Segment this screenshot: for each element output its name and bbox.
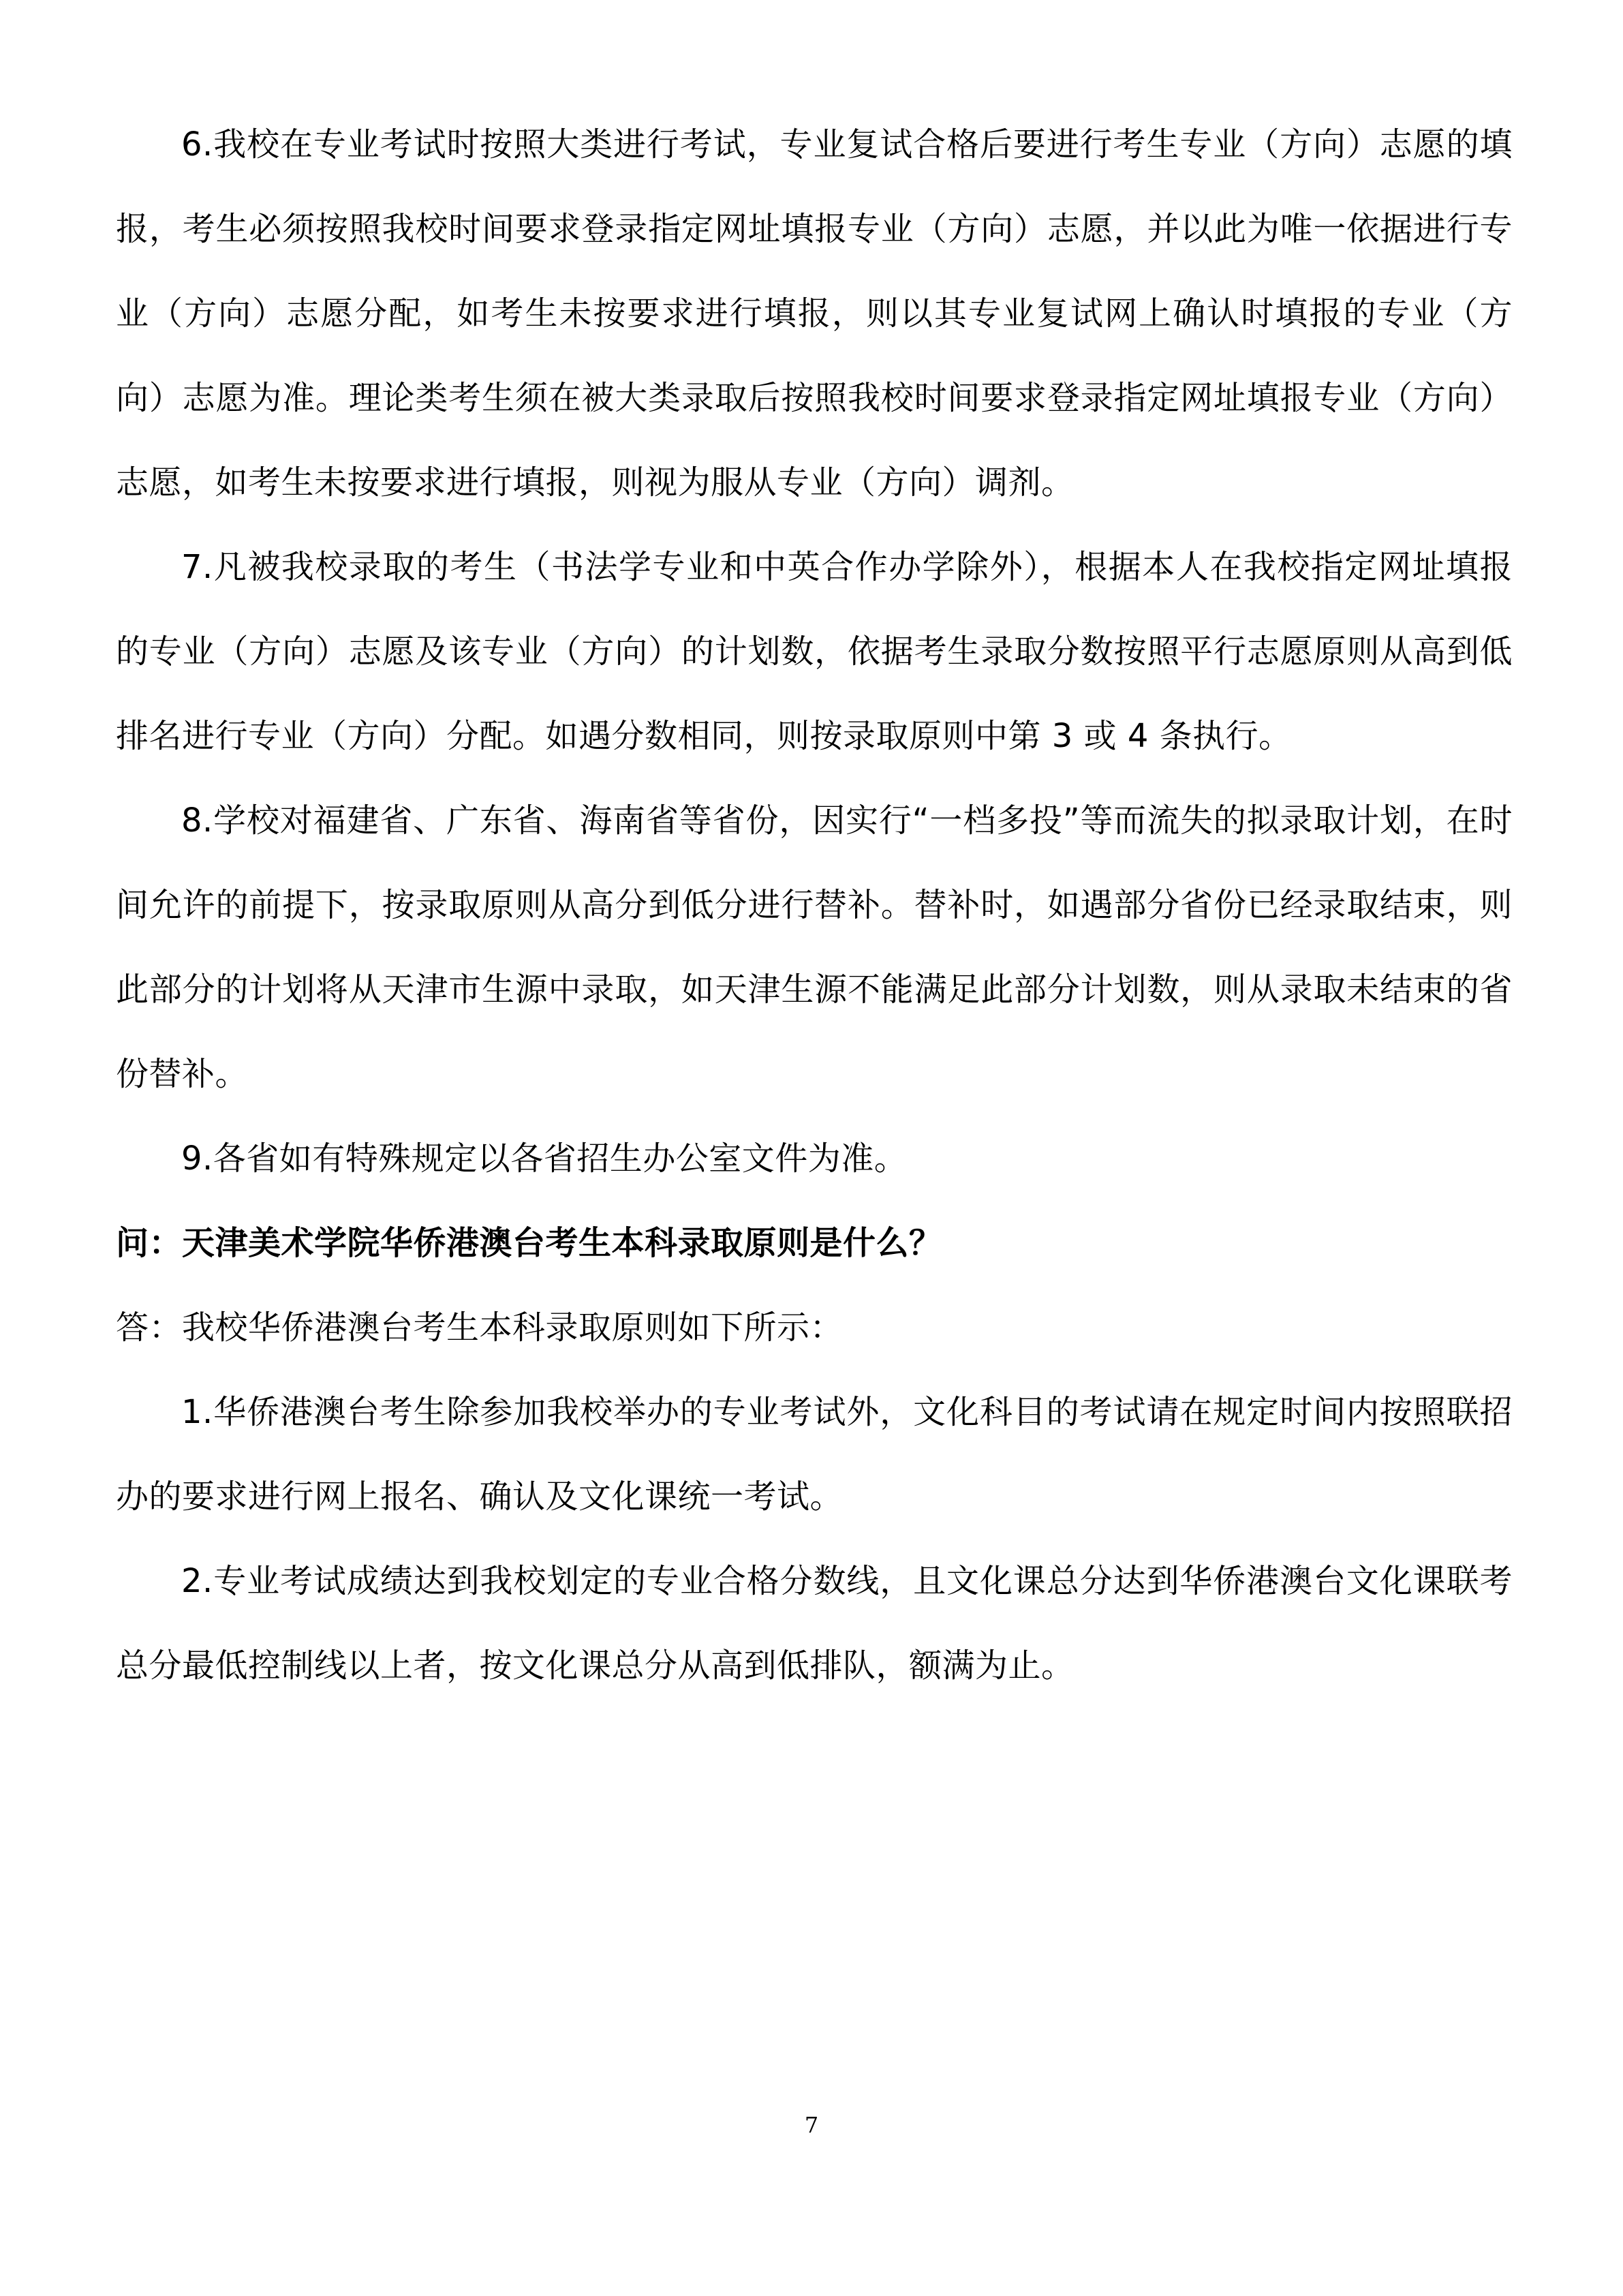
paragraph-item-8: 8.学校对福建省、广东省、海南省等省份，因实行“一档多投”等而流失的拟录取计划，在时间允许的前提下，按录取原则从高分到低分进行替补。替补时，如遇部分省份已经录取结束，则此部分的计划将从天津市生源中录取，如天津生源不能满足此部分计划数，则从录取未结束的省份替补。: [116, 801, 1513, 1093]
paragraph-item-6: 6.我校在专业考试时按照大类进行考试，专业复试合格后要进行考生专业（方向）志愿的填报，考生必须按照我校时间要求登录指定网址填报专业（方向）志愿，并以此为唯一依据进行专业（方向）志愿分配，如考生未按要求进行填报，则以其专业复试网上确认时填报的专业（方向）志愿为准。理论类考生须在被大类录取后按照我校时间要求登录指定网址填报专业（方向）志愿，如考生未按要求进行填报，则视为服从专业（方向）调剂。: [116, 125, 1513, 502]
answer-item-1: 1.华侨港澳台考生除参加我校举办的专业考试外，文化科目的考试请在规定时间内按照联招办的要求进行网上报名、确认及文化课统一考试。: [116, 1393, 1513, 1516]
page-number: 7: [804, 2112, 819, 2138]
question-heading: 问：天津美术学院华侨港澳台考生本科录取原则是什么？: [116, 1224, 942, 1262]
paragraph-item-7: 7.凡被我校录取的考生（书法学专业和中英合作办学除外），根据本人在我校指定网址填报的专业（方向）志愿及该专业（方向）的计划数，依据考生录取分数按照平行志愿原则从高到低排名进行专业（方向）分配。如遇分数相同，则按录取原则中第 3 或 4 条执行。: [116, 548, 1513, 755]
answer-item-2: 2.专业考试成绩达到我校划定的专业合格分数线，且文化课总分达到华侨港澳台文化课联考总分最低控制线以上者，按文化课总分从高到低排队，额满为止。: [116, 1562, 1513, 1685]
answer-intro: 答：我校华侨港澳台考生本科录取原则如下所示：: [116, 1308, 844, 1347]
paragraph-item-9: 9.各省如有特殊规定以各省招生办公室文件为准。: [181, 1139, 908, 1178]
page-content: [116, 102, 1513, 1708]
